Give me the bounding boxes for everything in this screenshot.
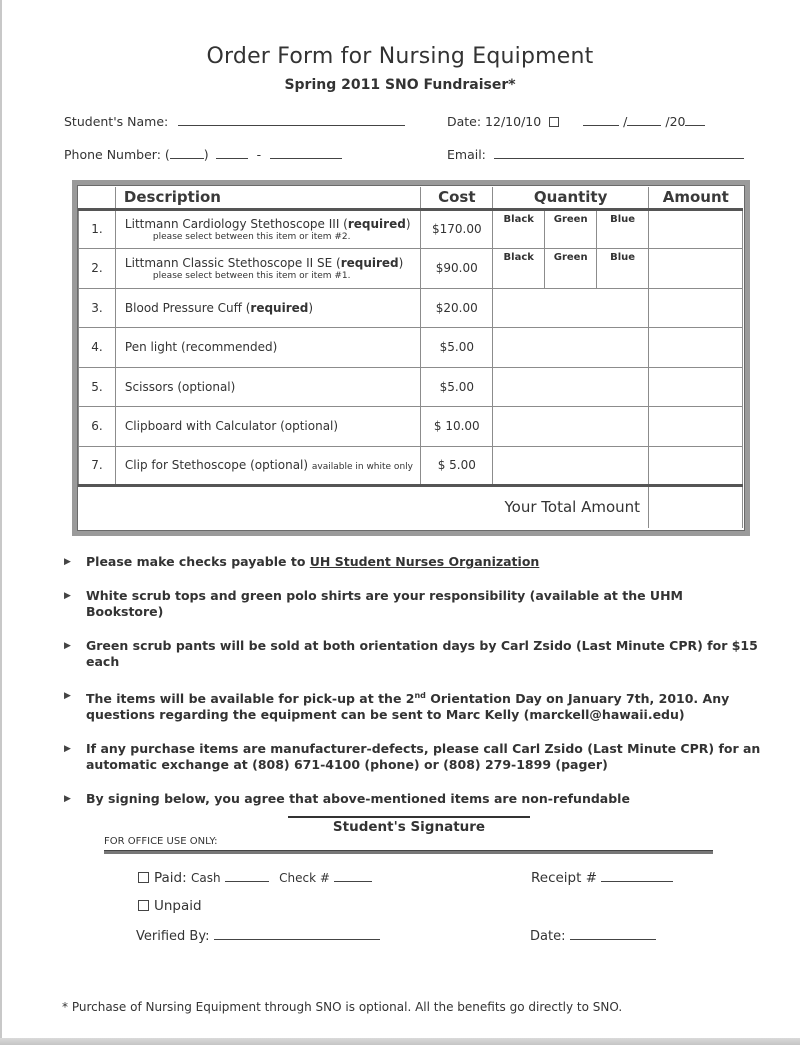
bullet-arrow-icon: ▶ [64, 690, 71, 701]
row-number: 6. [79, 407, 116, 447]
row-amount[interactable] [649, 407, 743, 447]
row-quantity[interactable] [493, 446, 649, 486]
row-cost: $90.00 [421, 249, 493, 289]
page-edge [0, 1038, 800, 1045]
row-amount[interactable] [649, 249, 743, 289]
row-quantity[interactable] [493, 407, 649, 447]
date-field[interactable] [447, 114, 705, 129]
table-row [79, 407, 743, 447]
phone-paren-open: ( [164, 147, 170, 162]
order-table [78, 187, 743, 528]
date-year-line[interactable] [685, 114, 705, 126]
row-description: Clip for Stethoscope (optional) available in white only [115, 446, 420, 486]
header-cost: Cost [421, 187, 493, 209]
table-row [79, 249, 743, 289]
page-subtitle: Spring 2011 SNO Fundraiser* [284, 77, 516, 93]
page-title: Order Form for Nursing Equipment [206, 44, 594, 69]
verified-by-field[interactable] [136, 928, 380, 944]
row-amount[interactable] [649, 288, 743, 328]
receipt-label: Receipt # [531, 870, 598, 886]
date-day-line[interactable] [627, 114, 661, 126]
bullet-arrow-icon: ▶ [64, 793, 71, 804]
row-cost: $5.00 [421, 328, 493, 368]
office-date-field[interactable] [530, 928, 656, 944]
phone-prefix-line[interactable] [216, 147, 248, 159]
office-use-label: FOR OFFICE USE ONLY: [104, 836, 218, 847]
total-row [79, 486, 743, 528]
date-label: Date: 12/10/10 [447, 114, 542, 129]
table-row [79, 446, 743, 486]
note-item: ▶ The items will be available for pick-up at the 2nd Orientation Day on January 7th, 2010. Any questions regarding the equipment can be sent to Marc Kelly (marckell@hawaii.edu) [64, 688, 764, 724]
phone-label: Phone Number: [64, 147, 161, 162]
unpaid-checkbox[interactable] [138, 900, 149, 911]
row-description: Littmann Cardiology Stethoscope III (required) please select between this item or item #2. [115, 209, 420, 249]
row-amount[interactable] [649, 446, 743, 486]
row-number: 4. [79, 328, 116, 368]
notes-list [64, 554, 764, 807]
cash-label: Cash [190, 871, 221, 885]
date-month-line[interactable] [583, 114, 619, 126]
row-description: Blood Pressure Cuff (required) [115, 288, 420, 328]
page-edge [0, 0, 2, 1045]
bullet-arrow-icon: ▶ [64, 640, 71, 651]
bullet-arrow-icon: ▶ [64, 557, 71, 567]
phone-field[interactable] [64, 147, 342, 162]
row-cost: $ 5.00 [421, 446, 493, 486]
paid-checkbox[interactable] [138, 872, 149, 883]
row-number: 1. [79, 209, 116, 249]
student-name-line[interactable] [178, 114, 405, 126]
qty-black[interactable]: Black [493, 249, 545, 289]
unpaid-field[interactable] [138, 898, 202, 914]
total-amount[interactable] [649, 486, 743, 528]
qty-blue[interactable]: Blue [597, 249, 649, 289]
row-number: 5. [79, 367, 116, 407]
row-amount[interactable] [649, 209, 743, 249]
phone-line-number[interactable] [270, 147, 342, 159]
student-name-field[interactable] [64, 114, 405, 129]
office-divider [104, 850, 713, 854]
receipt-line[interactable] [601, 870, 673, 882]
total-label: Your Total Amount [79, 486, 649, 528]
phone-area-line[interactable] [170, 147, 204, 159]
note-item: ▶ Please make checks payable to UH Student Nurses Organization [64, 554, 540, 569]
row-note: please select between this item or item #2. [152, 231, 351, 242]
bullet-arrow-icon: ▶ [64, 590, 71, 601]
paid-field[interactable] [138, 870, 372, 886]
office-date-line[interactable] [570, 928, 656, 940]
check-number-line[interactable] [334, 870, 372, 882]
header-description: Description [115, 187, 420, 209]
phone-dash: - [256, 147, 262, 162]
row-cost: $5.00 [421, 367, 493, 407]
row-description: Scissors (optional) [115, 367, 420, 407]
office-date-label: Date: [530, 929, 566, 944]
note-item: ▶ Green scrub pants will be sold at both orientation days by Carl Zsido (Last Minute CPR) for $15 each [64, 637, 758, 669]
row-number: 2. [79, 249, 116, 289]
cash-line[interactable] [225, 870, 269, 882]
date-year-prefix: /20 [665, 114, 686, 129]
qty-green[interactable]: Green [545, 249, 597, 289]
table-row [79, 328, 743, 368]
verified-by-label: Verified By: [136, 929, 210, 944]
email-field[interactable] [447, 147, 744, 162]
row-quantity[interactable] [493, 367, 649, 407]
row-note: please select between this item or item #1. [152, 270, 351, 281]
footnote: * Purchase of Nursing Equipment through SNO is optional. All the benefits go directly to SNO. [62, 1000, 623, 1014]
row-amount[interactable] [649, 328, 743, 368]
note-item: ▶ White scrub tops and green polo shirts are your responsibility (available at the UHM Bookstore) [64, 587, 683, 619]
table-header-row [79, 187, 743, 209]
date-separator: / [623, 114, 628, 129]
row-amount[interactable] [649, 367, 743, 407]
bullet-arrow-icon: ▶ [64, 743, 71, 754]
email-line[interactable] [494, 147, 744, 159]
row-description: Pen light (recommended) [115, 328, 420, 368]
qty-blue[interactable]: Blue [597, 209, 649, 249]
row-description: Clipboard with Calculator (optional) [115, 407, 420, 447]
header-quantity: Quantity [493, 187, 649, 209]
row-cost: $170.00 [421, 209, 493, 249]
row-quantity[interactable] [493, 328, 649, 368]
table-row [79, 209, 743, 249]
paid-label: Paid: [154, 870, 187, 886]
check-label: Check # [279, 871, 330, 885]
row-cost: $ 10.00 [421, 407, 493, 447]
date-checkbox[interactable] [549, 117, 559, 127]
unpaid-label: Unpaid [154, 898, 202, 914]
note-item: ▶ If any purchase items are manufacturer-defects, please call Carl Zsido (Last Minute CPR) for an automatic exchange at (808) 671-4100 (phone) or (808) 279-1899 (pager) [64, 740, 761, 773]
row-description: Littmann Classic Stethoscope II SE (required) please select between this item or item #1. [115, 249, 420, 289]
phone-paren-close: ) [203, 147, 209, 162]
row-quantity[interactable] [493, 288, 649, 328]
qty-green[interactable]: Green [545, 209, 597, 249]
header-amount: Amount [649, 187, 743, 209]
row-number: 3. [79, 288, 116, 328]
receipt-field[interactable] [531, 870, 673, 886]
row-number: 7. [79, 446, 116, 486]
note-item: ▶ By signing below, you agree that above-mentioned items are non-refundable [64, 790, 630, 806]
row-cost: $20.00 [421, 288, 493, 328]
student-name-label: Student's Name: [64, 114, 169, 129]
table-row [79, 367, 743, 407]
payee-name: UH Student Nurses Organization [309, 554, 540, 569]
email-label: Email: [447, 147, 486, 162]
qty-black[interactable]: Black [493, 209, 545, 249]
signature-line[interactable] [288, 816, 530, 818]
header-number [79, 187, 116, 209]
signature-label: Student's Signature [332, 819, 486, 835]
table-row [79, 288, 743, 328]
verified-by-line[interactable] [214, 928, 380, 940]
